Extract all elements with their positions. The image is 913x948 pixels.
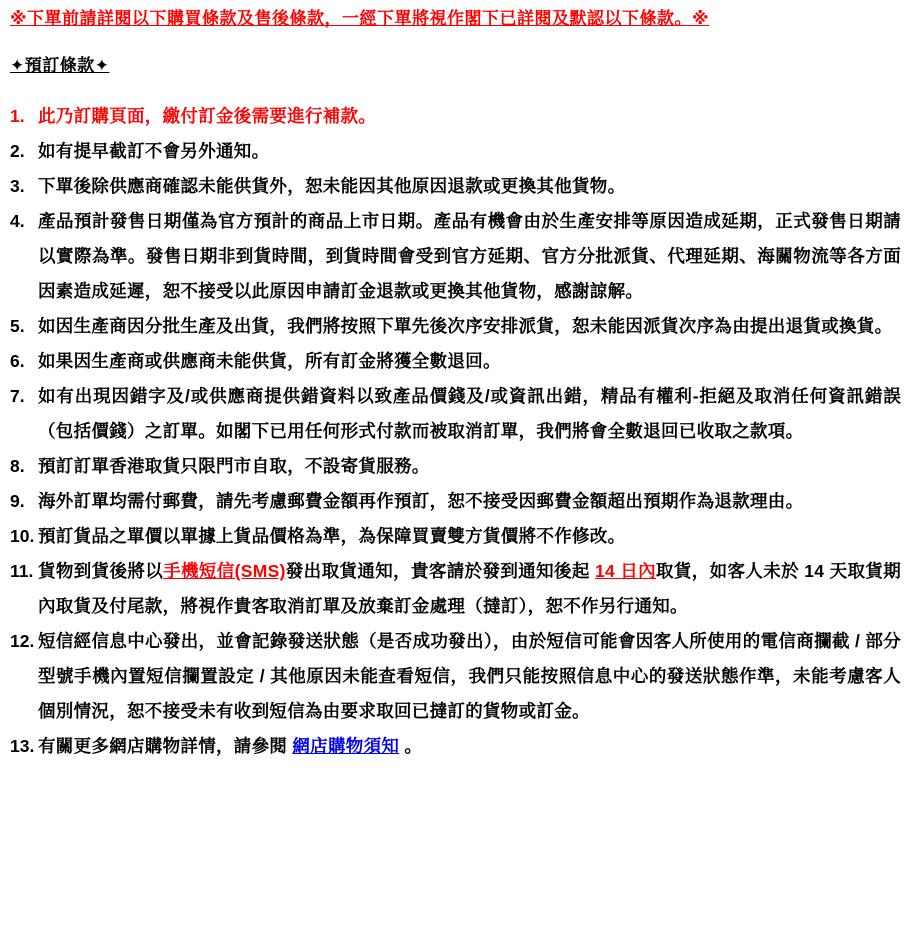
term-item [10,484,901,519]
text-segment: 發出取貨通知，貴客請於發到通知後起 [285,561,595,581]
term-text [38,379,901,449]
term-number: 11. [10,561,34,581]
term-text [38,624,901,729]
term-text [38,309,901,344]
term-text [38,134,901,169]
term-text [38,449,901,484]
highlighted-text: 手機短信(SMS) [163,561,286,581]
term-text [38,554,901,624]
text-segment: 有關更多網店購物詳情，請參閱 [38,736,293,756]
term-number: 10. [10,526,35,546]
text-segment: 預訂訂單香港取貨只限門市自取，不設寄貨服務。 [38,456,430,476]
term-text [38,99,901,134]
term-number: 7. [10,386,25,406]
term-text [38,729,901,764]
text-segment: 此乃訂購頁面，繳付訂金後需要進行補款。 [38,106,377,126]
term-item [10,169,901,204]
text-segment: 如有出現因錯字及/或供應商提供錯資料以致產品價錢及/或資訊出錯，精品有權利-拒絕及取消任何資訊錯誤（包括價錢）之訂單。如閣下已用任何形式付款而被取消訂單，我們將會全數退回已收取之款項。 [38,386,901,441]
term-number: 12. [10,631,35,651]
term-number: 13. [10,736,35,756]
text-segment: 如因生產商因分批生產及出貨，我們將按照下單先後次序安排派貨，恕未能因派貨次序為由提出退貨或換貨。 [38,316,893,336]
text-segment: 海外訂單均需付郵費，請先考慮郵費金額再作預訂，恕不接受因郵費金額超出預期作為退款理由。 [38,491,804,511]
term-number: 1. [10,106,25,126]
section-title-preorder-terms: ✦預訂條款✦ [10,56,110,75]
term-number: 6. [10,351,25,371]
pre-order-notice: ※下單前請詳閱以下購買條款及售後條款，一經下單將視作閣下已詳閱及默認以下條款。※ [10,9,710,28]
term-item [10,379,901,449]
text-segment: 短信經信息中心發出，並會記錄發送狀態（是否成功發出），由於短信可能會因客人所使用的電信商攔截 / 部分型號手機內置短信攔置設定 / 其他原因未能查看短信，我們只能按照信息中心的發送狀態作準，未能考慮客人個別情況，恕不接受未有收到短信為由要求取回已撻訂的貨物或訂金。 [38,631,901,721]
text-segment: 下單後除供應商確認未能供貨外，恕未能因其他原因退款或更換其他貨物。 [38,176,626,196]
term-number: 3. [10,176,25,196]
text-segment: 如果因生產商或供應商未能供貨，所有訂金將獲全數退回。 [38,351,501,371]
term-item [10,204,901,309]
text-segment: 預訂貨品之單價以單據上貨品價格為準，為保障買賣雙方貨價將不作修改。 [38,526,626,546]
term-item [10,729,901,764]
term-text [38,344,901,379]
highlighted-text: 14 日內 [594,561,657,581]
terms-list [10,99,901,764]
text-segment: 產品預計發售日期僅為官方預計的商品上市日期。產品有機會由於生產安排等原因造成延期，正式發售日期請以實際為準。發售日期非到貨時間，到貨時間會受到官方延期、官方分批派貨、代理延期、海關物流等各方面因素造成延遲，恕不接受以此原因申請訂金退款或更換其他貨物，感謝諒解。 [38,211,901,301]
text-segment: 。 [399,736,423,756]
term-item [10,449,901,484]
term-number: 2. [10,141,25,161]
term-text [38,169,901,204]
term-number: 4. [10,211,25,231]
term-item [10,344,901,379]
term-item [10,99,901,134]
term-number: 9. [10,491,25,511]
term-item [10,519,901,554]
text-segment: 取貨，如客人未於 14 天取貨期內取貨及付尾款，將視作貴客取消訂單及放棄訂金處理（撻訂），恕不作另行通知。 [38,561,901,616]
term-number: 5. [10,316,25,336]
store-shopping-guide-link[interactable]: 網店購物須知 [292,736,400,756]
term-item [10,554,901,624]
term-text [38,484,901,519]
text-segment: 貨物到貨後將以 [38,561,164,581]
term-item [10,309,901,344]
term-text [38,519,901,554]
text-segment: 如有提早截訂不會另外通知。 [38,141,270,161]
term-item [10,134,901,169]
term-number: 8. [10,456,25,476]
term-item [10,624,901,729]
term-text [38,204,901,309]
